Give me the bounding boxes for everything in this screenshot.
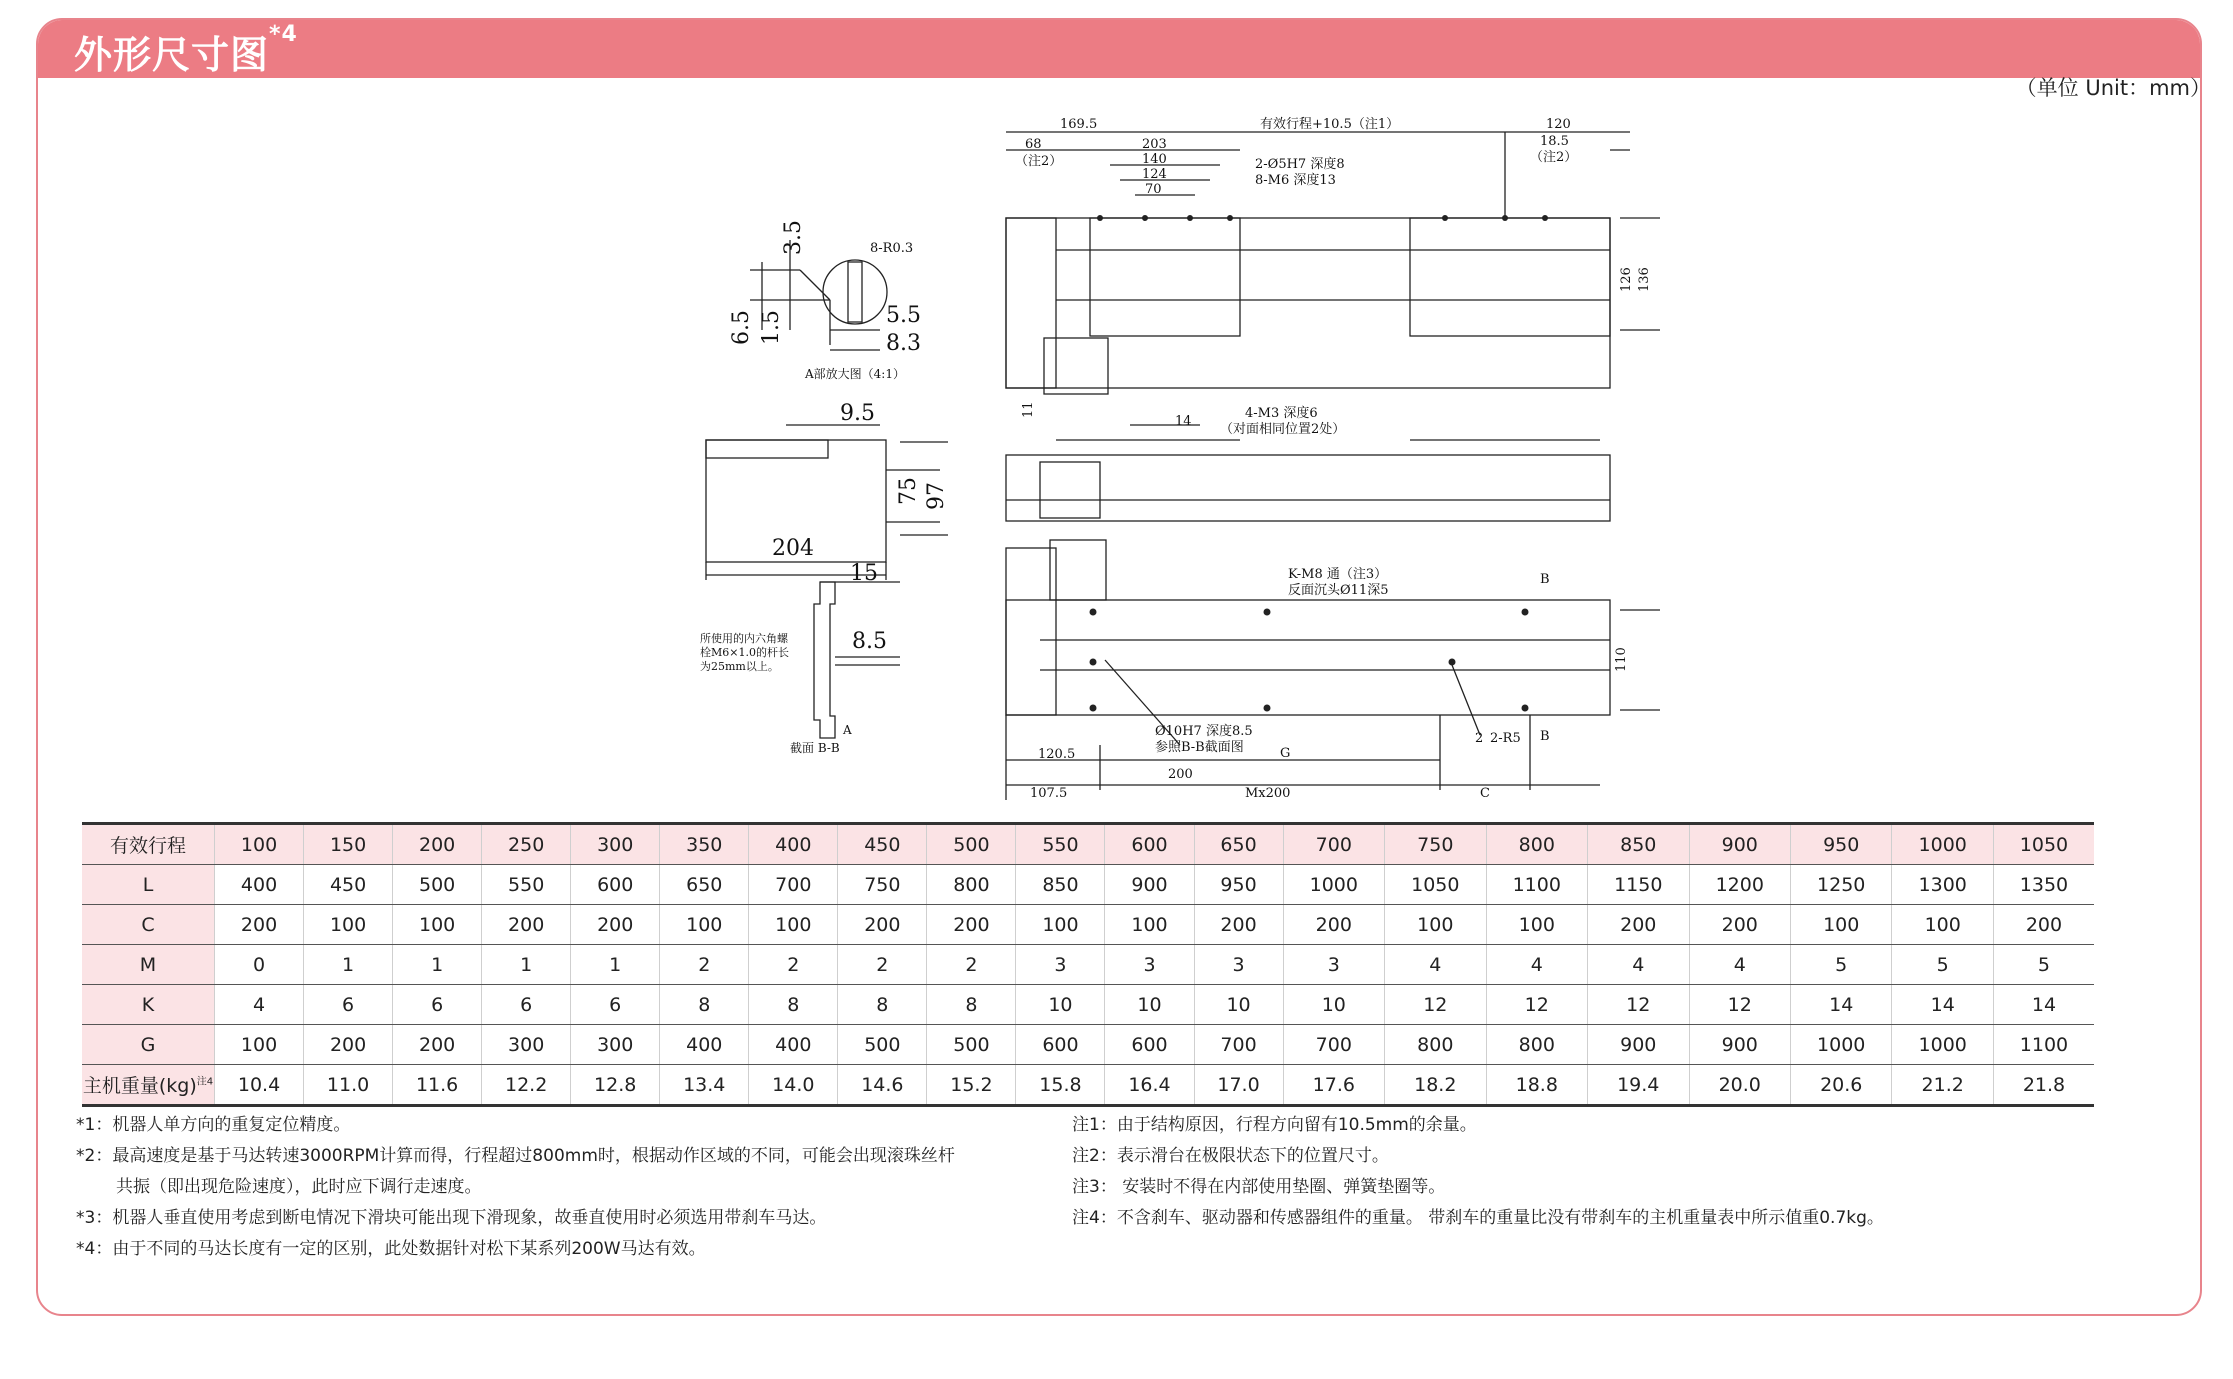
table-cell: 250: [482, 824, 571, 865]
table-cell: 5: [1790, 945, 1891, 985]
table-cell: 1000: [1892, 824, 1993, 865]
table-cell: 900: [1689, 1025, 1790, 1065]
table-row: [82, 1025, 2094, 1065]
table-cell: 350: [660, 824, 749, 865]
table-cell: 600: [1016, 1025, 1105, 1065]
table-cell: 850: [1016, 865, 1105, 905]
table-cell: 200: [393, 824, 482, 865]
table-cell: 1: [393, 945, 482, 985]
table-cell: 2: [838, 945, 927, 985]
table-cell: 300: [482, 1025, 571, 1065]
table-cell: 5: [1993, 945, 2094, 985]
table-cell: 8: [838, 985, 927, 1025]
table-cell: 1100: [1486, 865, 1587, 905]
table-cell: 200: [571, 905, 660, 945]
page-title: 外形尺寸图$^{*4}$: [74, 22, 298, 77]
table-cell: 750: [1385, 824, 1486, 865]
table-row: [82, 985, 2094, 1025]
label-m3: 4-M3 深度6: [1245, 406, 1318, 421]
table-cell: 550: [482, 865, 571, 905]
table-cell: 1050: [1385, 865, 1486, 905]
section-note-3: 为25mm以上。: [700, 660, 779, 673]
table-cell: 900: [1588, 1025, 1689, 1065]
table-cell: 800: [1486, 1025, 1587, 1065]
table-cell: 400: [660, 1025, 749, 1065]
table-cell: 5: [1892, 945, 1993, 985]
table-cell: 100: [215, 1025, 304, 1065]
table-cell: 2: [749, 945, 838, 985]
table-cell: 18.8: [1486, 1065, 1587, 1106]
label-dia10: Ø10H7 深度8.5: [1155, 724, 1253, 739]
table-cell: 0: [215, 945, 304, 985]
table-cell: 700: [749, 865, 838, 905]
table-cell: 1200: [1689, 865, 1790, 905]
table-cell: 14: [1790, 985, 1891, 1025]
table-cell: 200: [1194, 905, 1283, 945]
label-1-5: 1.5: [759, 310, 784, 345]
table-cell: 12: [1588, 985, 1689, 1025]
table-cell: 1000: [1892, 1025, 1993, 1065]
table-cell: 14.6: [838, 1065, 927, 1106]
table-cell: 200: [1689, 905, 1790, 945]
table-cell: 800: [1486, 824, 1587, 865]
label-9-5: 9.5: [840, 401, 875, 426]
section-note-2: 栓M6×1.0的杆长: [700, 646, 789, 659]
table-cell: 450: [304, 865, 393, 905]
table-cell: 100: [215, 824, 304, 865]
section-caption: 截面 B-B: [790, 741, 840, 755]
table-cell: 1: [571, 945, 660, 985]
table-cell: 15.2: [927, 1065, 1016, 1106]
table-cell: 800: [927, 865, 1016, 905]
note-4: 注4：不含刹车、驱动器和传感器组件的重量。 带刹车的重量比没有带刹车的主机重量表中所示值重0.7kg。: [1072, 1208, 1884, 1228]
table-cell: 1: [304, 945, 393, 985]
label-120: 120: [1546, 117, 1571, 132]
label-14: 14: [1175, 414, 1192, 429]
table-cell: 100: [1016, 905, 1105, 945]
table-cell: 18.2: [1385, 1065, 1486, 1106]
table-cell: 4: [215, 985, 304, 1025]
table-cell: 4: [1486, 945, 1587, 985]
table-cell: 200: [927, 905, 1016, 945]
label-g: G: [1280, 746, 1291, 761]
table-cell: 650: [1194, 824, 1283, 865]
table-cell: 750: [838, 865, 927, 905]
section-a: A: [843, 723, 852, 737]
table-cell: 150: [304, 824, 393, 865]
label-169-5: 169.5: [1060, 117, 1098, 132]
label-km8: K-M8 通（注3）: [1288, 567, 1388, 582]
label-15: 15: [850, 561, 878, 586]
label-hole1: 2-Ø5H7 深度8: [1255, 157, 1345, 172]
table-cell: 100: [1105, 905, 1194, 945]
table-cell: 16.4: [1105, 1065, 1194, 1106]
table-row: [82, 945, 2094, 985]
table-cell: 17.6: [1283, 1065, 1384, 1106]
table-cell: 1000: [1790, 1025, 1891, 1065]
table-cell: 100: [393, 905, 482, 945]
table-cell: 10: [1016, 985, 1105, 1025]
label-18-5: 18.5: [1540, 134, 1569, 149]
label-6-5: 6.5: [729, 310, 754, 345]
table-row: [82, 865, 2094, 905]
label-km8b: 反面沉头Ø11深5: [1288, 583, 1389, 598]
table-cell: 4: [1588, 945, 1689, 985]
table-cell: 700: [1283, 824, 1384, 865]
table-row: [82, 1065, 2094, 1106]
table-cell: 1100: [1993, 1025, 2094, 1065]
note-1: 注1：由于结构原因，行程方向留有10.5mm的余量。: [1072, 1115, 1477, 1135]
table-row-header: C: [82, 905, 215, 945]
table-cell: 6: [571, 985, 660, 1025]
table-row-header: M: [82, 945, 215, 985]
table-cell: 500: [927, 1025, 1016, 1065]
label-3-5: 3.5: [781, 220, 806, 255]
table-cell: 600: [1105, 1025, 1194, 1065]
note-star2-cont: 共振（即出现危险速度），此时应下调行走速度。: [116, 1177, 482, 1197]
table-cell: 12.8: [571, 1065, 660, 1106]
table-cell: 3: [1105, 945, 1194, 985]
section-note-1: 所使用的内六角螺: [700, 632, 788, 645]
note-2: 注2：表示滑台在极限状态下的位置尺寸。: [1072, 1146, 1389, 1166]
label-124: 124: [1142, 167, 1167, 182]
table-cell: 500: [927, 824, 1016, 865]
table-cell: 200: [393, 1025, 482, 1065]
label-2: 2: [1475, 731, 1484, 746]
table-cell: 100: [1892, 905, 1993, 945]
table-row: [82, 824, 2094, 865]
label-b-top: B: [1540, 572, 1550, 587]
table-row-header: 主机重量(kg)$^{注4}$: [82, 1065, 215, 1106]
table-cell: 300: [571, 824, 660, 865]
label-140: 140: [1142, 152, 1167, 167]
table-cell: 500: [393, 865, 482, 905]
table-cell: 450: [838, 824, 927, 865]
table-cell: 4: [1385, 945, 1486, 985]
table-cell: 550: [1016, 824, 1105, 865]
label-c: C: [1480, 786, 1490, 801]
label-8-5: 8.5: [852, 629, 887, 654]
label-203: 203: [1142, 137, 1167, 152]
table-cell: 21.8: [1993, 1065, 2094, 1106]
note-star2: *2：最高速度是基于马达转速3000RPM计算而得，行程超过800mm时，根据动作区域的不同，可能会出现滚珠丝杆: [76, 1146, 955, 1166]
table-cell: 1150: [1588, 865, 1689, 905]
table-cell: 2: [927, 945, 1016, 985]
label-70: 70: [1145, 182, 1162, 197]
table-cell: 20.6: [1790, 1065, 1891, 1106]
table-cell: 100: [749, 905, 838, 945]
table-cell: 200: [215, 905, 304, 945]
table-cell: 3: [1194, 945, 1283, 985]
table-cell: 3: [1283, 945, 1384, 985]
notes-right: [1072, 1110, 2172, 1234]
table-cell: 10: [1283, 985, 1384, 1025]
table-row-header: G: [82, 1025, 215, 1065]
table-cell: 20.0: [1689, 1065, 1790, 1106]
table-cell: 100: [1385, 905, 1486, 945]
table-cell: 12: [1486, 985, 1587, 1025]
table-cell: 100: [660, 905, 749, 945]
table-cell: 3: [1016, 945, 1105, 985]
label-136: 136: [1637, 267, 1652, 292]
table-cell: 1: [482, 945, 571, 985]
table-cell: 400: [749, 1025, 838, 1065]
table-cell: 700: [1283, 1025, 1384, 1065]
note-star3: *3：机器人垂直使用考虑到断电情况下滑块可能出现下滑现象，故垂直使用时必须选用带刹车马达。: [76, 1208, 827, 1228]
label-110: 110: [1614, 647, 1629, 672]
label-8-3: 8.3: [886, 331, 921, 356]
table-cell: 100: [304, 905, 393, 945]
table-cell: 11.0: [304, 1065, 393, 1106]
table-cell: 1350: [1993, 865, 2094, 905]
label-note2-left: （注2）: [1015, 154, 1063, 169]
label-204: 204: [772, 536, 814, 561]
table-cell: 200: [838, 905, 927, 945]
table-cell: 6: [304, 985, 393, 1025]
table-cell: 200: [1283, 905, 1384, 945]
table-cell: 100: [1790, 905, 1891, 945]
label-5-5: 5.5: [886, 303, 921, 328]
table-cell: 700: [1194, 1025, 1283, 1065]
table-cell: 400: [749, 824, 838, 865]
table-cell: 1250: [1790, 865, 1891, 905]
label-97: 97: [924, 482, 949, 510]
table-cell: 14: [1993, 985, 2094, 1025]
table-cell: 13.4: [660, 1065, 749, 1106]
label-68: 68: [1025, 137, 1042, 152]
label-mx200: Mx200: [1245, 786, 1291, 801]
label-r03: 8-R0.3: [870, 241, 914, 256]
table-cell: 300: [571, 1025, 660, 1065]
label-75: 75: [896, 477, 921, 505]
label-120-5: 120.5: [1038, 747, 1076, 762]
table-cell: 1050: [1993, 824, 2094, 865]
notes-left: [76, 1110, 1056, 1265]
note-star4: *4：由于不同的马达长度有一定的区别，此处数据针对松下某系列200W马达有效。: [76, 1239, 706, 1259]
table-cell: 900: [1689, 824, 1790, 865]
table-cell: 14.0: [749, 1065, 838, 1106]
table-cell: 10.4: [215, 1065, 304, 1106]
table-row: [82, 905, 2094, 945]
table-cell: 650: [660, 865, 749, 905]
table-cell: 850: [1588, 824, 1689, 865]
label-107-5: 107.5: [1030, 786, 1068, 801]
spec-table: [82, 822, 2094, 1107]
table-cell: 200: [482, 905, 571, 945]
note-star1: *1：机器人单方向的重复定位精度。: [76, 1115, 351, 1135]
label-r5: 2-R5: [1490, 731, 1521, 746]
table-cell: 8: [749, 985, 838, 1025]
table-cell: 19.4: [1588, 1065, 1689, 1106]
label-200: 200: [1168, 767, 1193, 782]
unit-label: （单位 Unit：mm）: [2015, 76, 2211, 100]
label-b-bottom: B: [1540, 729, 1550, 744]
label-ref-bb: 参照B-B截面图: [1155, 740, 1244, 755]
label-m3b: （对面相同位置2处）: [1220, 422, 1346, 437]
table-cell: 900: [1105, 865, 1194, 905]
table-cell: 2: [660, 945, 749, 985]
table-cell: 17.0: [1194, 1065, 1283, 1106]
label-11: 11: [1021, 401, 1036, 418]
table-cell: 200: [1588, 905, 1689, 945]
table-cell: 400: [215, 865, 304, 905]
table-cell: 8: [660, 985, 749, 1025]
table-cell: 8: [927, 985, 1016, 1025]
table-cell: 4: [1689, 945, 1790, 985]
label-126: 126: [1619, 267, 1634, 292]
table-cell: 800: [1385, 1025, 1486, 1065]
table-row-header: L: [82, 865, 215, 905]
table-cell: 950: [1790, 824, 1891, 865]
table-cell: 1000: [1283, 865, 1384, 905]
label-stroke: 有效行程+10.5（注1）: [1260, 117, 1400, 132]
table-cell: 10: [1105, 985, 1194, 1025]
table-cell: 10: [1194, 985, 1283, 1025]
table-cell: 500: [838, 1025, 927, 1065]
table-cell: 15.8: [1016, 1065, 1105, 1106]
table-row-header: K: [82, 985, 215, 1025]
detail-a-caption: A部放大图（4:1）: [805, 367, 905, 381]
table-cell: 950: [1194, 865, 1283, 905]
label-note2-right: （注2）: [1530, 150, 1578, 165]
table-cell: 1300: [1892, 865, 1993, 905]
table-cell: 12: [1385, 985, 1486, 1025]
note-3: 注3： 安装时不得在内部使用垫圈、弹簧垫圈等。: [1072, 1177, 1446, 1197]
table-cell: 100: [1486, 905, 1587, 945]
table-cell: 12: [1689, 985, 1790, 1025]
table-cell: 12.2: [482, 1065, 571, 1106]
table-cell: 200: [1993, 905, 2094, 945]
label-hole2: 8-M6 深度13: [1255, 173, 1336, 188]
table-cell: 600: [1105, 824, 1194, 865]
table-cell: 14: [1892, 985, 1993, 1025]
table-cell: 11.6: [393, 1065, 482, 1106]
table-cell: 6: [482, 985, 571, 1025]
table-row-header: 有效行程: [82, 824, 215, 865]
table-cell: 21.2: [1892, 1065, 1993, 1106]
table-cell: 6: [393, 985, 482, 1025]
table-cell: 600: [571, 865, 660, 905]
table-cell: 200: [304, 1025, 393, 1065]
